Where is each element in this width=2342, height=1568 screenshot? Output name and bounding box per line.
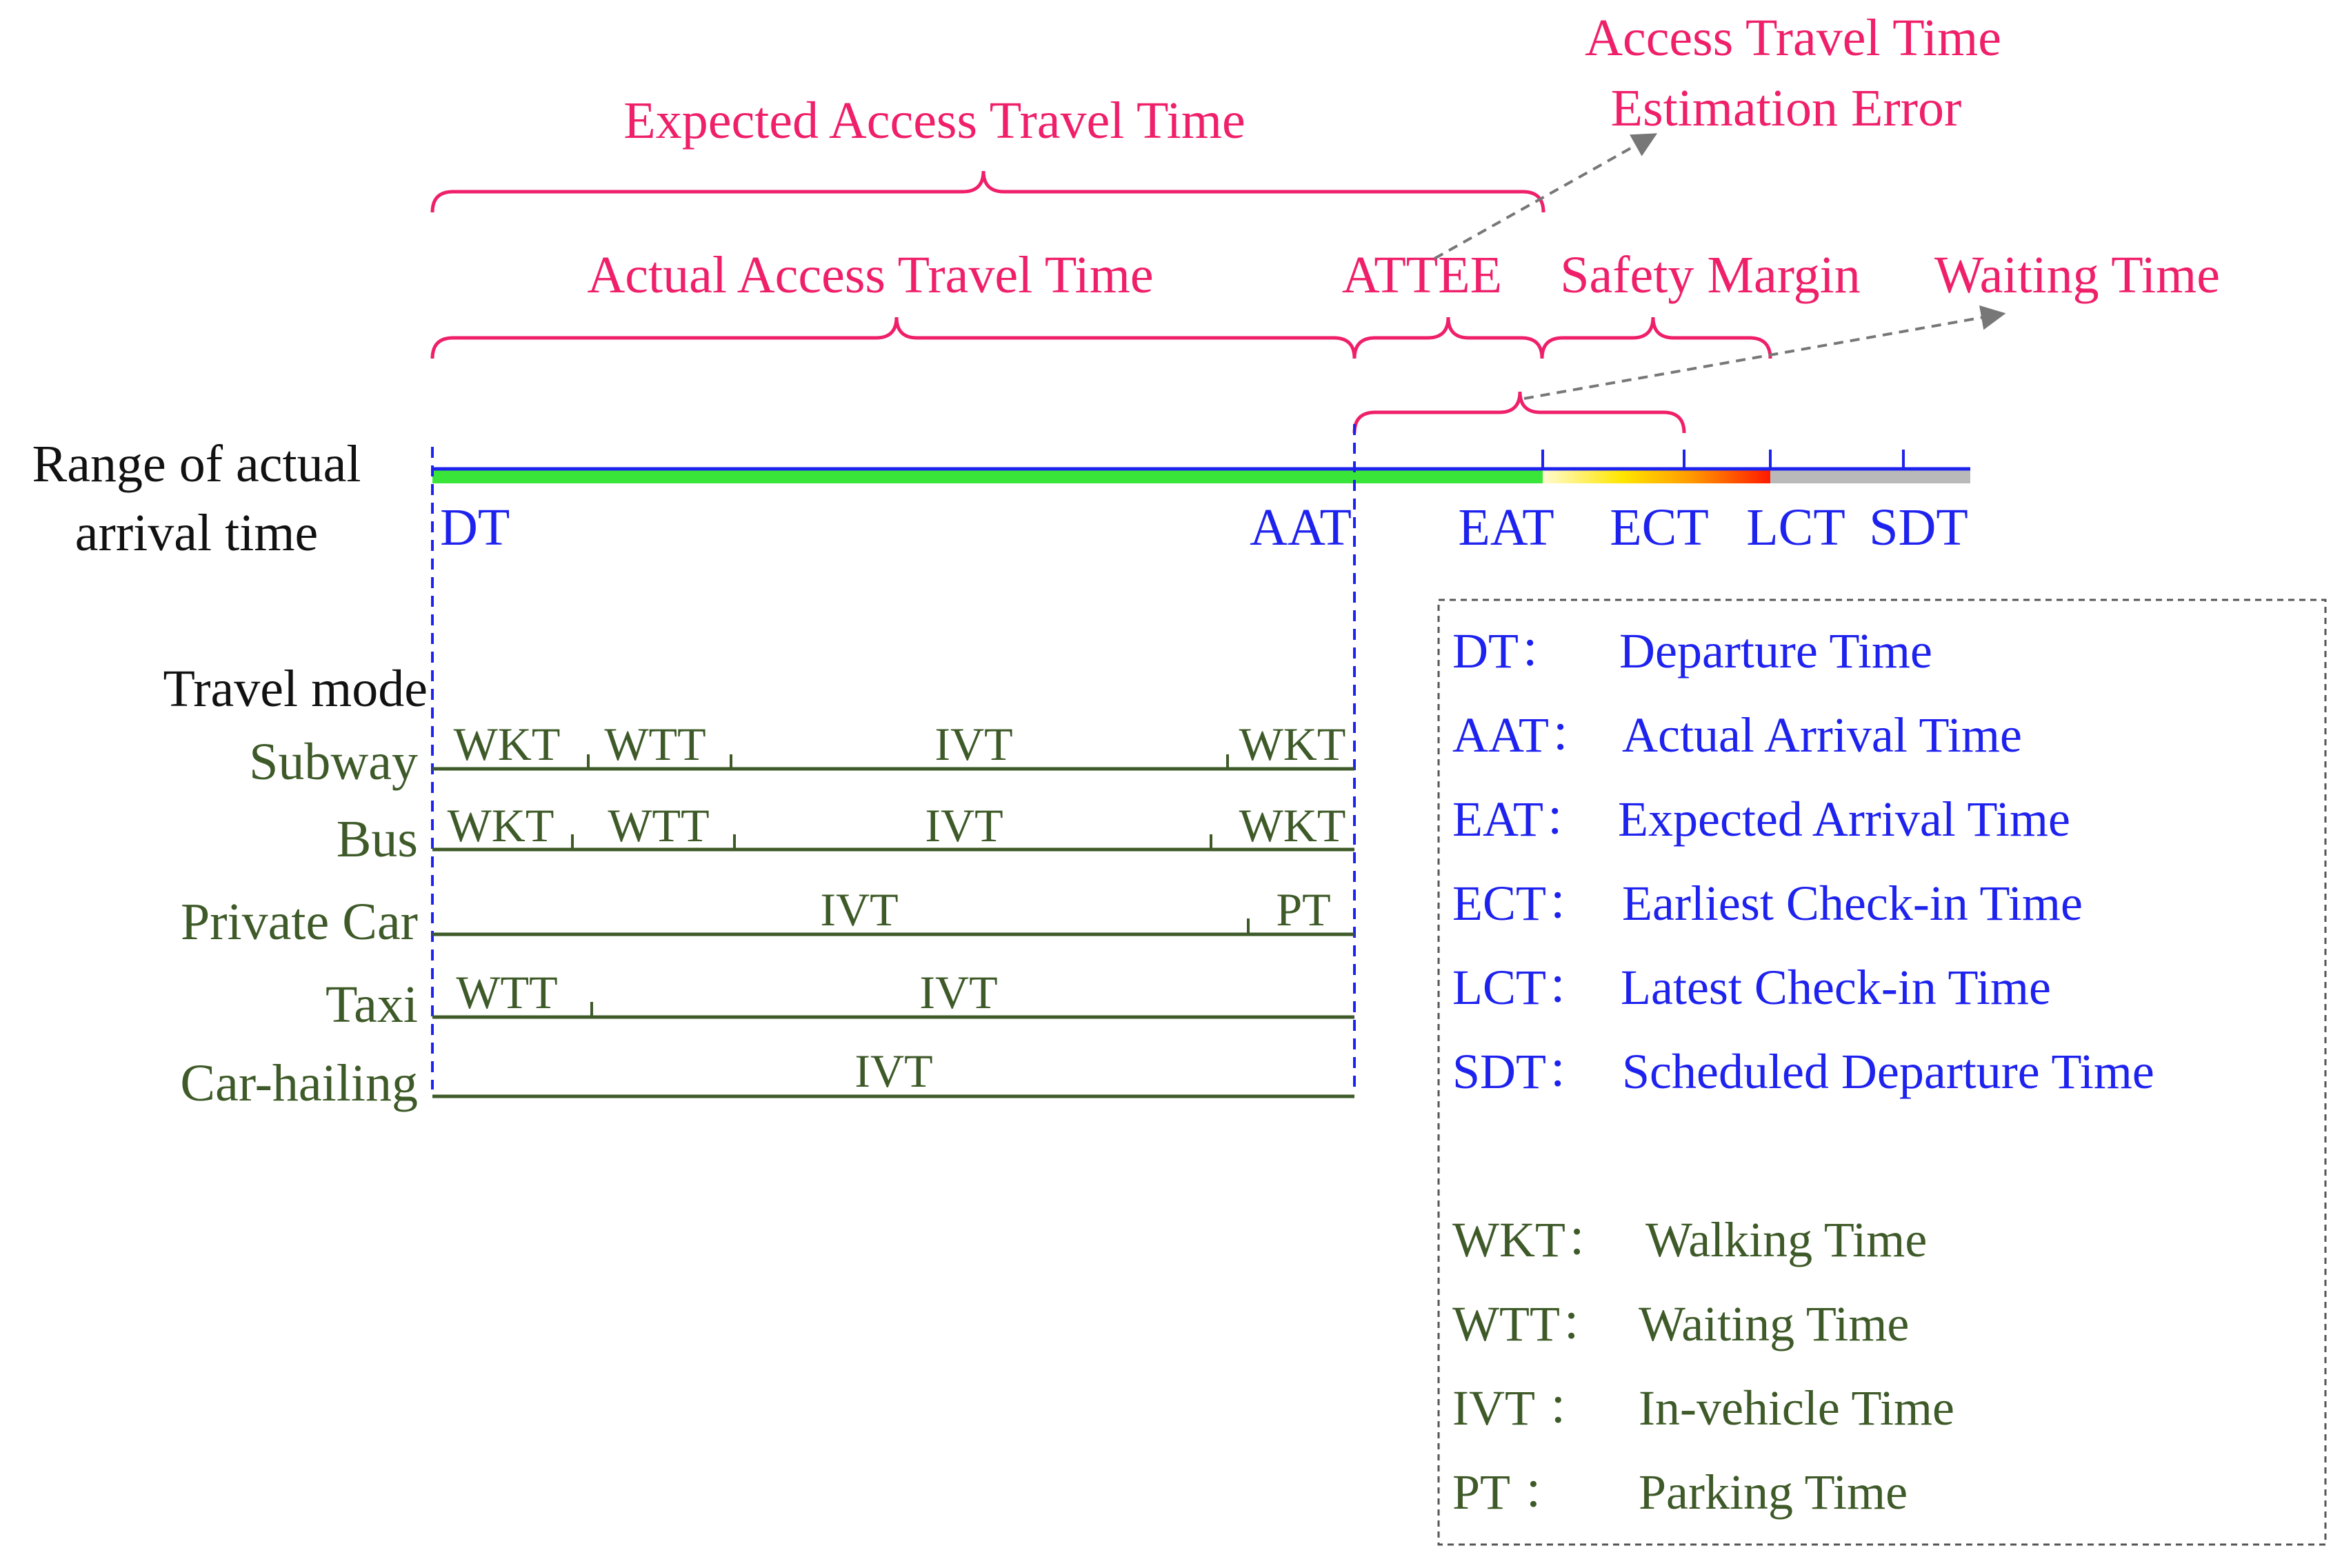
arrow-brace-to-waiting-time (1524, 314, 2003, 399)
label-range-line2: arrival time (74, 504, 319, 562)
svg-text:DT：: DT： (1452, 623, 1568, 679)
timepoint-eat: EAT (1458, 499, 1554, 556)
label-safety-margin: Safety Margin (1560, 246, 1861, 304)
mode-row-bus (337, 799, 1354, 868)
svg-text:Departure Time: Departure Time (1619, 623, 1932, 679)
arrival-time-bar (432, 450, 1970, 483)
svg-text:WTT: WTT (456, 966, 558, 1018)
legend-item-eat (1452, 792, 2070, 847)
mode-row-car-hailing (180, 1045, 1354, 1112)
svg-text:IVT: IVT (925, 799, 1003, 852)
svg-text:Bus: Bus (336, 810, 418, 868)
svg-text:SDT：: SDT： (1452, 1044, 1597, 1099)
svg-text:IVT ：: IVT ： (1452, 1380, 1597, 1436)
svg-text:Latest Check-in Time: Latest Check-in Time (1621, 960, 2051, 1015)
svg-text:IVT: IVT (919, 966, 998, 1018)
legend-item-pt (1452, 1465, 1908, 1520)
legend-item-wtt (1452, 1296, 1909, 1351)
timepoint-ect: ECT (1610, 499, 1709, 556)
svg-text:Car-hailing: Car-hailing (180, 1054, 418, 1112)
legend-item-dt (1452, 623, 1932, 679)
brace-safety-margin (1542, 317, 1770, 359)
legend-item-sdt (1452, 1044, 2154, 1099)
svg-text:Earliest Check-in Time: Earliest Check-in Time (1622, 876, 2083, 931)
brace-actual-access-travel-time (432, 317, 1354, 359)
svg-text:Waiting Time: Waiting Time (1639, 1296, 1910, 1351)
timepoint-lct: LCT (1746, 499, 1845, 556)
mode-row-subway (249, 718, 1354, 791)
legend-item-lct (1452, 960, 2051, 1015)
brace-attee (1354, 317, 1542, 359)
timepoint-aat: AAT (1250, 499, 1352, 556)
svg-text:WKT: WKT (447, 799, 554, 852)
svg-text:IVT: IVT (820, 883, 899, 936)
svg-text:IVT: IVT (854, 1045, 933, 1097)
label-actual-access-travel-time: Actual Access Travel Time (587, 246, 1154, 304)
label-expected-access-travel-time: Expected Access Travel Time (623, 92, 1245, 150)
svg-text:WTT：: WTT： (1452, 1296, 1610, 1351)
svg-text:WKT: WKT (1239, 799, 1346, 852)
arrow-attee-to-estimation-error (1434, 134, 1655, 259)
svg-text:Walking Time: Walking Time (1645, 1212, 1928, 1267)
svg-text:WKT：: WKT： (1452, 1212, 1615, 1267)
svg-text:WKT: WKT (1239, 718, 1346, 770)
brace-expected-access-travel-time (432, 171, 1543, 212)
label-access-error-line1: Access Travel Time (1585, 9, 2001, 67)
label-access-error-line2: Estimation Error (1610, 79, 1962, 137)
svg-text:PT: PT (1276, 883, 1331, 936)
mode-row-private-car (181, 883, 1354, 951)
svg-text:AAT：: AAT： (1452, 707, 1599, 763)
legend-item-ect (1452, 876, 2083, 931)
svg-text:Taxi: Taxi (326, 976, 418, 1034)
svg-text:Private Car: Private Car (180, 893, 418, 951)
legend-box (1439, 600, 2325, 1545)
svg-text:EAT：: EAT： (1452, 792, 1593, 847)
svg-text:WKT: WKT (453, 718, 561, 770)
svg-text:Expected Arrival Time: Expected Arrival Time (1618, 792, 2070, 847)
legend-item-ivt (1452, 1380, 1954, 1436)
travel-mode-header: Travel mode (163, 660, 428, 718)
label-attee: ATTEE (1341, 246, 1503, 304)
svg-text:WTT: WTT (608, 799, 710, 852)
timepoint-sdt: SDT (1869, 499, 1968, 556)
svg-text:Actual Arrival Time: Actual Arrival Time (1622, 707, 2022, 763)
label-waiting-time: Waiting Time (1934, 246, 2221, 304)
svg-text:IVT: IVT (934, 718, 1013, 770)
svg-text:WTT: WTT (604, 718, 706, 770)
svg-text:Scheduled Departure Time: Scheduled Departure Time (1622, 1044, 2154, 1099)
legend-item-wkt (1452, 1212, 1927, 1267)
brace-waiting-time (1354, 392, 1684, 433)
timepoint-dt: DT (440, 499, 510, 556)
svg-text:ECT：: ECT： (1452, 876, 1596, 931)
svg-text:In-vehicle Time: In-vehicle Time (1639, 1380, 1954, 1436)
svg-text:Parking Time: Parking Time (1639, 1465, 1908, 1520)
svg-text:LCT：: LCT： (1452, 960, 1596, 1015)
svg-text:Subway: Subway (249, 733, 418, 791)
legend-item-aat (1452, 707, 2022, 763)
label-range-line1: Range of actual (32, 435, 361, 493)
svg-text:PT ：: PT ： (1452, 1465, 1572, 1520)
mode-row-taxi (326, 966, 1354, 1034)
